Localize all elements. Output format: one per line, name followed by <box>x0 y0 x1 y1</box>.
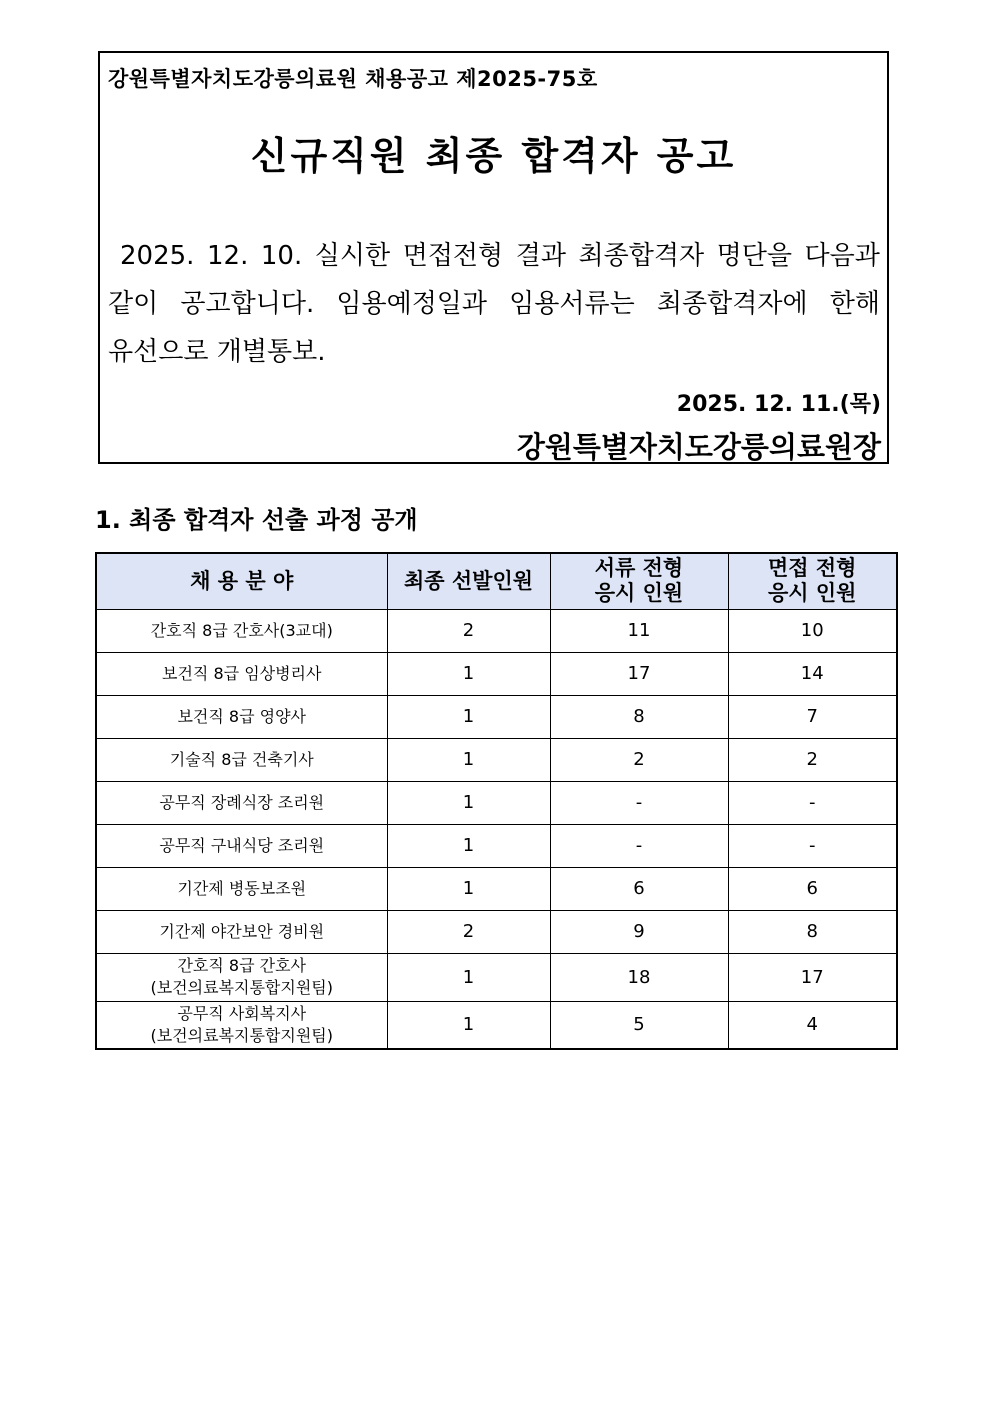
cell-document: - <box>550 781 728 824</box>
category-subline: (보건의료복지통합지원팀) <box>150 1025 333 1045</box>
cell-document: 5 <box>550 1001 728 1049</box>
table-row <box>96 652 897 695</box>
cell-category <box>96 609 387 652</box>
category-line: 기술직 8급 건축기사 <box>169 749 314 769</box>
header-line: 최종 선발인원 <box>403 568 534 593</box>
cell-interview: 7 <box>728 695 897 738</box>
body-word: 실시한 <box>314 241 391 271</box>
cell-category <box>96 867 387 910</box>
cell-selected: 1 <box>387 867 550 910</box>
body-word: 최종합격자 <box>578 241 705 271</box>
body-word: 10. <box>260 241 303 271</box>
cell-document: 17 <box>550 652 728 695</box>
notice-body-line1 <box>108 243 880 269</box>
cell-document: 8 <box>550 695 728 738</box>
cell-selected: 2 <box>387 609 550 652</box>
header-line: 응시 인원 <box>768 581 857 606</box>
cell-category <box>96 695 387 738</box>
header-line: 응시 인원 <box>594 581 684 606</box>
cell-interview: 10 <box>728 609 897 652</box>
body-word: 한해 <box>829 289 880 319</box>
table-row <box>96 738 897 781</box>
table-row <box>96 867 897 910</box>
cell-category <box>96 953 387 1001</box>
category-line: 보건직 8급 임상병리사 <box>162 663 322 683</box>
cell-document: 6 <box>550 867 728 910</box>
notice-issuer: 강원특별자치도강릉의료원장 <box>516 430 881 464</box>
notice-body-line2 <box>108 291 880 317</box>
body-word: 임용예정일과 <box>336 289 488 319</box>
cell-document: - <box>550 824 728 867</box>
cell-interview: 4 <box>728 1001 897 1049</box>
cell-category <box>96 738 387 781</box>
cell-interview: 2 <box>728 738 897 781</box>
cell-category <box>96 652 387 695</box>
cell-selected: 2 <box>387 910 550 953</box>
body-word: 다음과 <box>804 241 880 271</box>
header-selected <box>387 553 550 609</box>
header-interview <box>728 553 897 609</box>
category-line: 기간제 야간보안 경비원 <box>159 921 325 941</box>
header-document <box>550 553 728 609</box>
notice-body-line3: 유선으로 개별통보. <box>108 337 326 367</box>
body-word: 명단을 <box>716 241 792 271</box>
body-word: 2025. <box>120 241 195 271</box>
body-word: 결과 <box>515 241 566 271</box>
table-row <box>96 781 897 824</box>
cell-selected: 1 <box>387 781 550 824</box>
cell-selected: 1 <box>387 953 550 1001</box>
cell-category <box>96 910 387 953</box>
category-line: 보건직 8급 영양사 <box>177 706 307 726</box>
category-line: 공무직 구내식당 조리원 <box>159 835 325 855</box>
category-line: 기간제 병동보조원 <box>177 878 307 898</box>
body-word: 공고합니다. <box>180 289 315 319</box>
cell-interview: - <box>728 824 897 867</box>
body-word: 면접전형 <box>402 241 504 271</box>
table-body <box>96 609 897 1049</box>
category-line: 간호직 8급 간호사(3교대) <box>150 620 333 640</box>
header-line: 채 용 분 야 <box>190 568 294 593</box>
table-row <box>96 824 897 867</box>
table-row <box>96 609 897 652</box>
section-heading: 1. 최종 합격자 선출 과정 공개 <box>95 506 418 534</box>
notice-title: 신규직원 최종 합격자 공고 <box>250 134 737 178</box>
cell-selected: 1 <box>387 1001 550 1049</box>
header-category <box>96 553 387 609</box>
cell-selected: 1 <box>387 695 550 738</box>
cell-selected: 1 <box>387 652 550 695</box>
cell-interview: - <box>728 781 897 824</box>
category-line: 간호직 8급 간호사 <box>177 956 307 976</box>
table-row <box>96 910 897 953</box>
table-row <box>96 953 897 1001</box>
cell-interview: 14 <box>728 652 897 695</box>
cell-document: 11 <box>550 609 728 652</box>
cell-selected: 1 <box>387 824 550 867</box>
table-header-row <box>96 553 897 609</box>
cell-interview: 6 <box>728 867 897 910</box>
cell-category <box>96 1001 387 1049</box>
cell-category <box>96 781 387 824</box>
header-line: 서류 전형 <box>594 556 684 581</box>
cell-interview: 17 <box>728 953 897 1001</box>
table-row <box>96 695 897 738</box>
category-line: 공무직 장례식장 조리원 <box>159 792 325 812</box>
cell-document: 9 <box>550 910 728 953</box>
cell-document: 2 <box>550 738 728 781</box>
cell-selected: 1 <box>387 738 550 781</box>
notice-date: 2025. 12. 11.(목) <box>676 392 881 417</box>
notice-box <box>98 51 889 464</box>
table-row <box>96 1001 897 1049</box>
body-word: 최종합격자에 <box>656 289 808 319</box>
category-subline: (보건의료복지통합지원팀) <box>150 978 333 997</box>
header-line: 면접 전형 <box>768 556 857 581</box>
cell-category <box>96 824 387 867</box>
cell-document: 18 <box>550 953 728 1001</box>
category-line: 공무직 사회복지사 <box>177 1004 307 1024</box>
body-word: 같이 <box>108 289 159 319</box>
body-word: 임용서류는 <box>509 289 635 319</box>
cell-interview: 8 <box>728 910 897 953</box>
result-table <box>95 552 898 1050</box>
body-word: 12. <box>206 241 249 271</box>
notice-number: 강원특별자치도강릉의료원 채용공고 제2025-75호 <box>108 67 598 91</box>
